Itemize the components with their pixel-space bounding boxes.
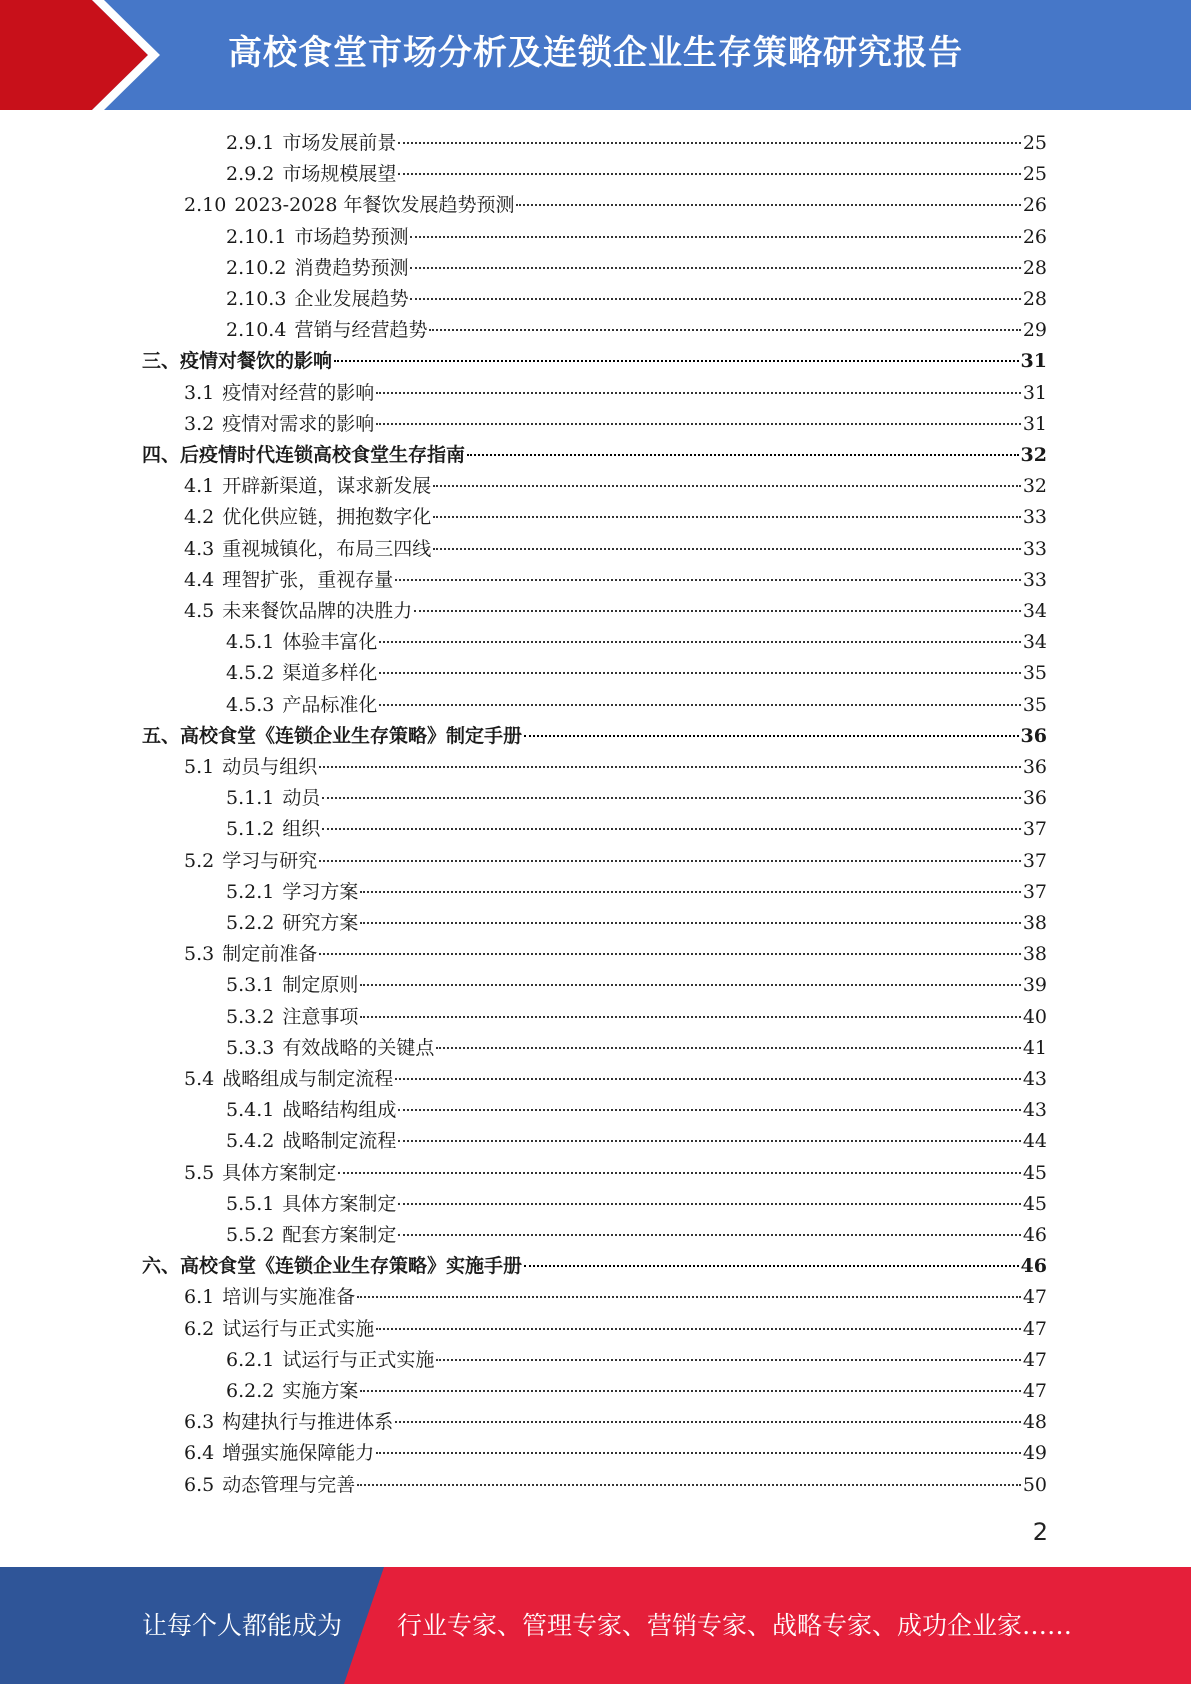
toc-entry-number: 4.3 (184, 537, 215, 560)
toc-entry[interactable] (184, 565, 1047, 596)
toc-entry-title: 学习方案 (282, 880, 359, 903)
toc-entry[interactable] (142, 1251, 1047, 1282)
toc-leader-dots (467, 454, 1019, 456)
toc-leader-dots (376, 1452, 1021, 1454)
toc-entry-page: 35 (1022, 693, 1047, 716)
toc-entry-title: 注意事项 (282, 1005, 359, 1028)
toc-entry-title: 消费趋势预测 (294, 256, 409, 279)
toc-leader-dots (357, 1484, 1021, 1486)
toc-leader-dots (319, 953, 1021, 955)
toc-entry[interactable] (184, 846, 1047, 877)
toc-entry-title: 开辟新渠道，谋求新发展 (222, 475, 432, 498)
toc-entry[interactable] (184, 1314, 1047, 1345)
toc-leader-dots (524, 1265, 1019, 1267)
toc-entry-title: 高校食堂《连锁企业生存策略》制定手册 (180, 724, 523, 747)
toc-entry-title: 动员 (282, 787, 321, 810)
toc-entry-number: 5.2.1 (226, 880, 275, 903)
toc-entry-page: 32 (1020, 444, 1047, 466)
toc-entry-number: 4.5.3 (226, 693, 275, 716)
toc-entry[interactable] (184, 1064, 1047, 1095)
toc-leader-dots (395, 1078, 1021, 1080)
toc-entry-number: 5.4.2 (226, 1130, 275, 1153)
toc-leader-dots (360, 891, 1020, 893)
footer-slogan: 让每个人都能成为 (142, 1611, 343, 1640)
toc-entry-title: 渠道多样化 (282, 662, 378, 685)
toc-entry-page: 25 (1022, 163, 1047, 186)
toc-entry-title: 重视城镇化，布局三四线 (222, 537, 432, 560)
toc-leader-dots (398, 173, 1020, 175)
toc-entry-title: 企业发展趋势 (294, 288, 409, 310)
toc-entry-number: 4.5.2 (226, 662, 275, 685)
toc-entry-page: 47 (1022, 1380, 1047, 1402)
toc-entry-title: 后疫情时代连锁高校食堂生存指南 (180, 444, 466, 466)
toc-entry[interactable] (184, 1438, 1047, 1469)
toc-entry-page: 46 (1020, 1255, 1047, 1278)
toc-entry-title: 战略制定流程 (282, 1130, 397, 1153)
toc-entry-title: 研究方案 (282, 912, 359, 934)
toc-entry-number: 三、 (142, 350, 181, 373)
toc-entry[interactable] (184, 1282, 1047, 1313)
toc-entry[interactable] (184, 596, 1047, 627)
toc-entry[interactable] (226, 627, 1047, 658)
toc-entry[interactable] (226, 1002, 1047, 1033)
toc-entry-title: 2023-2028 年餐饮发展趋势预测 (234, 194, 515, 217)
toc-entry-title: 理智扩张，重视存量 (222, 568, 394, 591)
toc-entry-title: 实施方案 (282, 1380, 359, 1402)
toc-entry-page: 37 (1022, 818, 1047, 841)
toc-entry-page: 43 (1022, 1099, 1047, 1122)
toc-entry-page: 41 (1022, 1036, 1047, 1059)
toc-entry[interactable] (142, 721, 1047, 752)
toc-entry-title: 疫情对经营的影响 (222, 381, 375, 404)
toc-entry-title: 动态管理与完善 (222, 1473, 356, 1496)
toc-leader-dots (410, 267, 1020, 269)
toc-entry-page: 50 (1022, 1473, 1047, 1496)
toc-entry-page: 47 (1022, 1348, 1047, 1371)
toc-entry-page: 31 (1020, 350, 1047, 373)
toc-entry-page: 26 (1022, 225, 1047, 248)
toc-entry-number: 5.1 (184, 756, 215, 778)
toc-leader-dots (376, 423, 1021, 425)
toc-entry-page: 45 (1022, 1192, 1047, 1215)
toc-entry-number: 五、 (142, 724, 181, 747)
toc-entry[interactable] (226, 1376, 1047, 1407)
toc-entry[interactable] (226, 1220, 1047, 1251)
toc-entry[interactable] (184, 378, 1047, 409)
toc-entry-title: 市场规模展望 (282, 163, 397, 186)
toc-entry-number: 四、 (142, 444, 181, 466)
toc-leader-dots (319, 860, 1021, 862)
toc-entry-page: 34 (1022, 600, 1047, 622)
toc-leader-dots (436, 1047, 1020, 1049)
toc-entry-page: 40 (1022, 1005, 1047, 1028)
toc-entry-title: 增强实施保障能力 (222, 1442, 375, 1465)
toc-entry-title: 高校食堂《连锁企业生存策略》实施手册 (180, 1255, 523, 1278)
toc-entry[interactable] (184, 409, 1047, 440)
toc-entry[interactable] (142, 440, 1047, 471)
toc-entry-page: 31 (1022, 381, 1047, 404)
toc-entry-title: 具体方案制定 (222, 1161, 337, 1184)
toc-leader-dots (398, 1234, 1020, 1236)
toc-leader-dots (319, 766, 1021, 768)
toc-entry-number: 6.3 (184, 1411, 215, 1434)
toc-entry[interactable] (226, 814, 1047, 845)
toc-entry[interactable] (226, 253, 1047, 284)
toc-entry-number: 3.1 (184, 381, 215, 404)
toc-entry-number: 2.9.2 (226, 163, 275, 186)
toc-entry-number: 5.1.2 (226, 818, 275, 841)
toc-entry[interactable] (226, 783, 1047, 814)
report-title: 高校食堂市场分析及连锁企业生存策略研究报告 (228, 33, 963, 73)
toc-entry-number: 6.2.1 (226, 1348, 275, 1371)
toc-entry-number: 5.3.2 (226, 1005, 275, 1028)
toc-entry-number: 5.5 (184, 1161, 215, 1184)
toc-leader-dots (379, 641, 1020, 643)
toc-entry-page: 36 (1022, 756, 1047, 778)
toc-leader-dots (410, 298, 1020, 300)
toc-entry-page: 46 (1022, 1224, 1047, 1246)
toc-entry-title: 制定前准备 (222, 943, 318, 966)
toc-entry[interactable] (226, 315, 1047, 346)
toc-entry[interactable] (226, 159, 1047, 190)
toc-entry-number: 2.10.2 (226, 256, 287, 279)
toc-leader-dots (429, 329, 1020, 331)
toc-entry-title: 具体方案制定 (282, 1192, 397, 1215)
toc-entry-page: 32 (1022, 475, 1047, 498)
toc-entry[interactable] (226, 1345, 1047, 1376)
toc-entry[interactable] (184, 534, 1047, 565)
toc-entry-title: 战略组成与制定流程 (222, 1068, 394, 1090)
toc-entry-title: 优化供应链，拥抱数字化 (222, 506, 432, 529)
toc-entry-number: 6.4 (184, 1442, 215, 1465)
toc-entry-number: 2.10.3 (226, 288, 287, 310)
toc-entry-page: 44 (1022, 1130, 1047, 1153)
toc-entry[interactable] (184, 502, 1047, 533)
toc-entry-number: 6.2 (184, 1317, 215, 1340)
toc-entry-number: 5.3.1 (226, 974, 275, 997)
toc-entry-number: 6.1 (184, 1286, 215, 1309)
toc-entry-page: 37 (1022, 849, 1047, 872)
toc-entry-number: 5.3 (184, 943, 215, 966)
toc-entry-page: 33 (1022, 568, 1047, 591)
toc-entry-title: 疫情对餐饮的影响 (180, 350, 333, 373)
toc-entry-number: 5.2 (184, 849, 215, 872)
toc-entry-title: 有效战略的关键点 (282, 1036, 435, 1059)
toc-entry-title: 战略结构组成 (282, 1099, 397, 1122)
toc-entry-page: 33 (1022, 537, 1047, 560)
toc-leader-dots (433, 516, 1021, 518)
toc-entry[interactable] (226, 877, 1047, 908)
toc-leader-dots (360, 1016, 1020, 1018)
toc-entry[interactable] (226, 970, 1047, 1001)
toc-entry[interactable] (184, 752, 1047, 783)
toc-leader-dots (322, 797, 1020, 799)
toc-entry[interactable] (226, 1033, 1047, 1064)
toc-leader-dots (376, 392, 1021, 394)
toc-entry-title: 市场发展前景 (282, 132, 397, 154)
toc-leader-dots (360, 1390, 1020, 1392)
toc-entry-page: 38 (1022, 943, 1047, 966)
toc-entry-page: 28 (1022, 256, 1047, 279)
toc-entry-number: 2.9.1 (226, 132, 275, 154)
toc-leader-dots (516, 204, 1020, 206)
toc-entry-title: 疫情对需求的影响 (222, 412, 375, 435)
toc-entry-page: 47 (1022, 1286, 1047, 1309)
toc-entry-page: 47 (1022, 1317, 1047, 1340)
toc-entry[interactable] (184, 471, 1047, 502)
toc-entry[interactable] (184, 1407, 1047, 1438)
toc-entry[interactable] (184, 1158, 1047, 1189)
toc-leader-dots (398, 1140, 1020, 1142)
toc-leader-dots (360, 922, 1020, 924)
toc-entry-number: 5.5.2 (226, 1224, 275, 1246)
toc-leader-dots (524, 735, 1019, 737)
toc-leader-dots (395, 1421, 1021, 1423)
toc-entry[interactable] (184, 1470, 1047, 1501)
toc-entry-number: 4.2 (184, 506, 215, 529)
toc-leader-dots (414, 610, 1021, 612)
toc-entry[interactable] (184, 939, 1047, 970)
toc-entry-number: 六、 (142, 1255, 181, 1278)
toc-leader-dots (410, 236, 1020, 238)
toc-entry-title: 试运行与正式实施 (282, 1348, 435, 1371)
toc-entry[interactable] (226, 128, 1047, 159)
toc-entry-number: 5.4 (184, 1068, 215, 1090)
toc-entry-page: 31 (1022, 412, 1047, 435)
toc-entry-title: 试运行与正式实施 (222, 1317, 375, 1340)
page-number: 2 (1032, 1518, 1048, 1546)
toc-entry[interactable] (226, 222, 1047, 253)
toc-entry-page: 36 (1022, 787, 1047, 810)
toc-entry-page: 45 (1022, 1161, 1047, 1184)
toc-entry-number: 5.2.2 (226, 912, 275, 934)
toc-entry-title: 制定原则 (282, 974, 359, 997)
footer-expert-list: 行业专家、管理专家、营销专家、战略专家、成功企业家…… (397, 1611, 1073, 1640)
toc-entry-number: 2.10 (184, 194, 227, 217)
toc-leader-dots (398, 1109, 1020, 1111)
toc-entry[interactable] (226, 690, 1047, 721)
toc-leader-dots (322, 828, 1020, 830)
toc-entry[interactable] (226, 908, 1047, 939)
toc-entry-title: 市场趋势预测 (294, 225, 409, 248)
toc-leader-dots (433, 548, 1021, 550)
toc-entry-number: 5.3.3 (226, 1036, 275, 1059)
toc-entry-number: 4.1 (184, 475, 215, 498)
toc-leader-dots (360, 984, 1020, 986)
toc-entry-title: 未来餐饮品牌的决胜力 (222, 600, 413, 622)
toc-entry-title: 体验丰富化 (282, 631, 378, 654)
toc-entry[interactable] (226, 1189, 1047, 1220)
toc-entry-page: 33 (1022, 506, 1047, 529)
toc-entry-number: 2.10.4 (226, 319, 287, 342)
toc-entry-page: 28 (1022, 288, 1047, 310)
toc-entry[interactable] (184, 190, 1047, 221)
toc-entry-number: 3.2 (184, 412, 215, 435)
toc-entry-number: 4.4 (184, 568, 215, 591)
toc-entry-title: 组织 (282, 818, 321, 841)
toc-entry-number: 4.5.1 (226, 631, 275, 654)
page-header (0, 0, 1191, 110)
toc-leader-dots (398, 142, 1020, 144)
toc-entry-title: 学习与研究 (222, 849, 318, 872)
toc-leader-dots (376, 1328, 1021, 1330)
toc-entry-number: 6.2.2 (226, 1380, 275, 1402)
toc-entry-page: 35 (1022, 662, 1047, 685)
toc-entry[interactable] (226, 658, 1047, 689)
toc-entry-page: 48 (1022, 1411, 1047, 1434)
toc-leader-dots (357, 1296, 1021, 1298)
toc-entry-page: 43 (1022, 1068, 1047, 1090)
toc-entry-title: 培训与实施准备 (222, 1286, 356, 1309)
toc-leader-dots (398, 1203, 1020, 1205)
toc-leader-dots (395, 579, 1021, 581)
toc-entry-page: 25 (1022, 132, 1047, 154)
toc-entry-title: 营销与经营趋势 (294, 319, 428, 342)
toc-entry-page: 29 (1022, 319, 1047, 342)
toc-entry-page: 49 (1022, 1442, 1047, 1465)
toc-leader-dots (436, 1359, 1020, 1361)
toc-entry-page: 36 (1020, 724, 1047, 747)
toc-entry-title: 配套方案制定 (282, 1224, 397, 1246)
toc-entry-page: 34 (1022, 631, 1047, 654)
toc-entry-page: 26 (1022, 194, 1047, 217)
toc-entry-title: 产品标准化 (282, 693, 378, 716)
toc-entry-number: 5.4.1 (226, 1099, 275, 1122)
toc-entry-page: 37 (1022, 880, 1047, 903)
toc-entry-number: 4.5 (184, 600, 215, 622)
toc-entry-number: 2.10.1 (226, 225, 287, 248)
toc-entry[interactable] (226, 1126, 1047, 1157)
page-footer (0, 1567, 1191, 1684)
toc-leader-dots (379, 672, 1020, 674)
toc-entry-title: 构建执行与推进体系 (222, 1411, 394, 1434)
toc-leader-dots (433, 485, 1021, 487)
toc-entry-page: 39 (1022, 974, 1047, 997)
toc-entry-title: 动员与组织 (222, 756, 318, 778)
toc-entry[interactable] (142, 346, 1047, 377)
header-arrow-decoration (0, 0, 200, 110)
toc-entry-number: 6.5 (184, 1473, 215, 1496)
toc-entry[interactable] (226, 284, 1047, 315)
toc-entry-number: 5.1.1 (226, 787, 275, 810)
toc-leader-dots (379, 704, 1020, 706)
toc-entry[interactable] (226, 1095, 1047, 1126)
toc-entry-page: 38 (1022, 912, 1047, 934)
toc-leader-dots (338, 1172, 1021, 1174)
toc-entry-number: 5.5.1 (226, 1192, 275, 1215)
toc-leader-dots (334, 360, 1019, 362)
